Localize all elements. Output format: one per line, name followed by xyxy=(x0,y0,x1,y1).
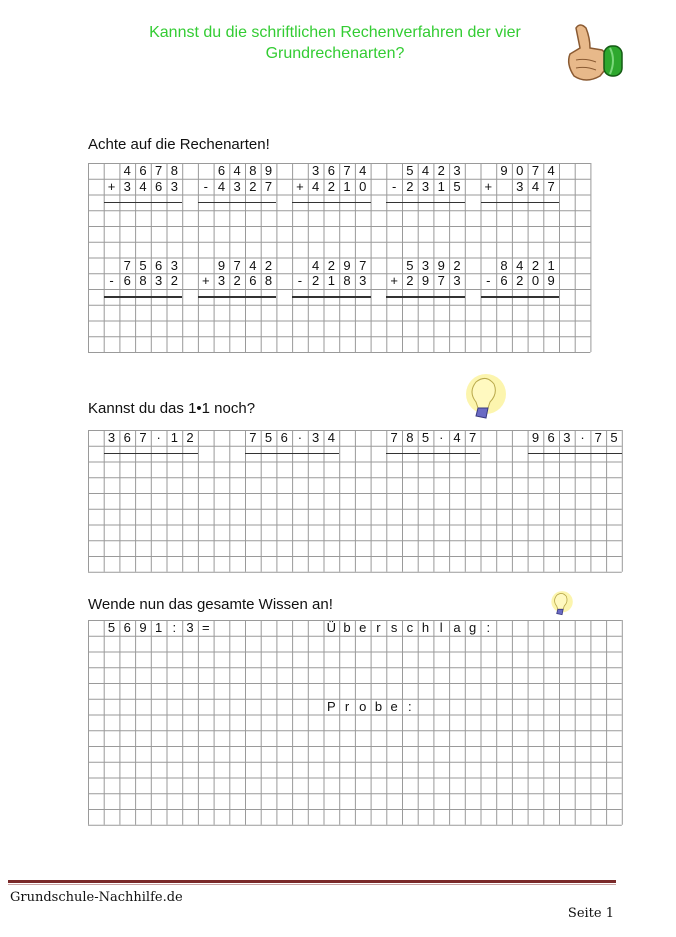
operator: + xyxy=(107,178,116,194)
digit-top: 4 xyxy=(516,257,524,273)
estimate-label-char: b xyxy=(343,620,351,635)
check-label-char: o xyxy=(359,698,367,714)
digit-top: 7 xyxy=(531,163,540,178)
check-label-char: P xyxy=(327,698,336,714)
estimate-label-char: s xyxy=(390,620,398,635)
digit: 8 xyxy=(406,430,414,445)
estimate-label-char: c xyxy=(406,620,414,635)
result-underline xyxy=(104,296,183,298)
digit: 6 xyxy=(547,430,555,445)
digit-top: 1 xyxy=(547,257,555,273)
digit-bottom: 7 xyxy=(547,178,555,194)
grid-section-2 xyxy=(88,430,624,575)
operator: · xyxy=(580,430,585,445)
digit-bottom: 2 xyxy=(312,273,320,289)
digit-bottom: 2 xyxy=(406,273,414,289)
digit-top: 8 xyxy=(170,163,178,178)
digit: 5 xyxy=(610,430,618,445)
digit: 7 xyxy=(390,430,398,445)
digit-top: 4 xyxy=(233,163,241,178)
operator: + xyxy=(296,178,304,194)
digit: 6 xyxy=(280,430,288,445)
digit-bottom: 3 xyxy=(516,178,524,194)
digit: 1 xyxy=(170,430,178,445)
digit: 6 xyxy=(123,430,131,445)
result-underline xyxy=(481,296,560,298)
operator: - xyxy=(391,178,397,194)
result-underline xyxy=(386,296,465,298)
digit-top: 4 xyxy=(547,163,555,178)
thumbs-up-icon xyxy=(556,20,628,86)
digit-bottom: 0 xyxy=(531,273,540,289)
check-label-char: b xyxy=(374,698,383,714)
digit-bottom: 7 xyxy=(437,273,445,289)
check-label-char: : xyxy=(408,698,412,714)
operator: + xyxy=(201,273,210,289)
digit: 3 xyxy=(107,430,116,445)
estimate-label-char: h xyxy=(421,620,430,635)
digit-bottom: 6 xyxy=(249,273,257,289)
estimate-label-char: l xyxy=(439,620,443,635)
digit-bottom: 4 xyxy=(217,178,226,194)
digit: 7 xyxy=(249,430,257,445)
operator: - xyxy=(297,273,303,289)
digit-top: 4 xyxy=(312,257,320,273)
digit: 5 xyxy=(264,430,273,445)
digit-bottom: 3 xyxy=(453,273,461,289)
digit: 5 xyxy=(421,430,430,445)
digit-bottom: 9 xyxy=(547,273,555,289)
digit-bottom: 3 xyxy=(359,273,367,289)
digit-bottom: 3 xyxy=(233,178,241,194)
estimate-label-char: g xyxy=(469,620,477,635)
estimate-label-char: r xyxy=(376,620,381,635)
check-label-char: e xyxy=(390,698,398,714)
footer-rule xyxy=(8,880,616,883)
operator: - xyxy=(486,273,491,289)
result-underline xyxy=(386,453,480,455)
digit-top: 9 xyxy=(343,257,351,273)
digit-bottom: 3 xyxy=(170,178,178,194)
check-label-char: r xyxy=(344,698,350,714)
result-underline xyxy=(292,296,371,298)
digit-top: 4 xyxy=(359,163,367,178)
digit-top: 2 xyxy=(327,257,335,273)
result-underline xyxy=(292,202,371,204)
digit-bottom: 1 xyxy=(343,178,351,194)
digit-bottom: 3 xyxy=(421,178,430,194)
task-char: 6 xyxy=(123,620,131,635)
title-line-2: Grundrechenarten? xyxy=(265,45,405,62)
digit-top: 3 xyxy=(312,163,320,178)
digit: 3 xyxy=(563,430,571,445)
task-char: 5 xyxy=(107,620,116,635)
digit-top: 6 xyxy=(327,163,335,178)
digit-top: 9 xyxy=(217,257,226,273)
digit-bottom: 6 xyxy=(500,273,508,289)
digit-bottom: 3 xyxy=(123,178,131,194)
digit-bottom: 6 xyxy=(155,178,163,194)
digit-top: 7 xyxy=(123,257,131,273)
result-underline xyxy=(245,453,339,455)
digit: 7 xyxy=(469,430,477,445)
footer-rule-thin xyxy=(8,884,616,885)
digit-bottom: 1 xyxy=(327,273,335,289)
digit-bottom: 3 xyxy=(155,273,163,289)
digit-bottom: 2 xyxy=(516,273,524,289)
estimate-label-char: e xyxy=(359,620,367,635)
digit-top: 2 xyxy=(453,257,461,273)
estimate-label-char: a xyxy=(453,620,461,635)
operator: · xyxy=(439,430,444,445)
digit-bottom: 8 xyxy=(343,273,351,289)
digit-bottom: 9 xyxy=(421,273,430,289)
digit: 3 xyxy=(312,430,320,445)
digit-bottom: 3 xyxy=(217,273,226,289)
grid-section-3 xyxy=(88,620,624,827)
digit-top: 7 xyxy=(233,257,241,273)
digit-top: 9 xyxy=(500,163,508,178)
digit: 4 xyxy=(327,430,335,445)
digit-top: 3 xyxy=(170,257,178,273)
operator: · xyxy=(297,430,303,445)
result-underline xyxy=(198,202,277,204)
operator: + xyxy=(484,178,493,194)
digit-top: 0 xyxy=(516,163,524,178)
digit-bottom: 2 xyxy=(170,273,178,289)
digit-bottom: 2 xyxy=(233,273,241,289)
digit-top: 2 xyxy=(264,257,273,273)
digit-top: 5 xyxy=(406,163,414,178)
digit-top: 7 xyxy=(343,163,351,178)
digit-top: 2 xyxy=(437,163,445,178)
digit-top: 3 xyxy=(421,257,430,273)
lightbulb-icon xyxy=(456,372,512,428)
title-line-1: Kannst du die schriftlichen Rechenverfahren der vier xyxy=(149,24,521,41)
digit-top: 5 xyxy=(139,257,147,273)
estimate-label-char: Ü xyxy=(326,620,337,635)
digit: 9 xyxy=(531,430,540,445)
operator: + xyxy=(390,273,398,289)
task-char: 1 xyxy=(155,620,163,635)
digit-bottom: 7 xyxy=(264,178,273,194)
digit-bottom: 4 xyxy=(312,178,320,194)
digit-top: 7 xyxy=(155,163,163,178)
digit: 7 xyxy=(139,430,147,445)
digit-top: 8 xyxy=(249,163,257,178)
digit-top: 6 xyxy=(217,163,226,178)
digit: 4 xyxy=(453,430,461,445)
task-char: 9 xyxy=(139,620,147,635)
footer-site: Grundschule-Nachhilfe.de xyxy=(10,890,183,905)
result-underline xyxy=(198,296,277,298)
digit: 2 xyxy=(186,430,194,445)
digit-bottom: 4 xyxy=(139,178,147,194)
digit-bottom: 6 xyxy=(123,273,131,289)
digit-top: 6 xyxy=(155,257,163,273)
result-underline xyxy=(104,202,183,204)
task-char: 3 xyxy=(186,620,194,635)
digit-top: 3 xyxy=(453,163,461,178)
page-number: Seite 1 xyxy=(567,906,614,921)
result-underline xyxy=(104,453,198,455)
digit-bottom: 1 xyxy=(437,178,445,194)
digit-bottom: 8 xyxy=(139,273,147,289)
section-3-heading: Wende nun das gesamte Wissen an! xyxy=(88,596,333,613)
operator: - xyxy=(203,178,208,194)
result-underline xyxy=(386,202,465,204)
worksheet-title xyxy=(100,22,570,64)
digit-bottom: 8 xyxy=(264,273,273,289)
section-2-heading: Kannst du das 1•1 noch? xyxy=(88,400,256,417)
digit-top: 2 xyxy=(531,257,540,273)
digit-bottom: 2 xyxy=(327,178,335,194)
operator: · xyxy=(156,430,161,445)
operator: - xyxy=(109,273,114,289)
digit-bottom: 2 xyxy=(249,178,257,194)
digit: 7 xyxy=(594,430,602,445)
lightbulb-icon xyxy=(546,590,576,620)
digit-bottom: 2 xyxy=(406,178,414,194)
digit-top: 5 xyxy=(406,257,414,273)
digit-top: 9 xyxy=(437,257,445,273)
section-1-heading: Achte auf die Rechenarten! xyxy=(88,136,270,153)
digit-bottom: 4 xyxy=(531,178,540,194)
digit-top: 8 xyxy=(500,257,508,273)
result-underline xyxy=(481,202,560,204)
digit-top: 9 xyxy=(264,163,273,178)
digit-bottom: 5 xyxy=(453,178,461,194)
estimate-label-char: : xyxy=(486,620,491,635)
digit-top: 6 xyxy=(139,163,147,178)
digit-top: 4 xyxy=(421,163,430,178)
digit-bottom: 0 xyxy=(359,178,367,194)
result-underline xyxy=(528,453,622,455)
digit-top: 4 xyxy=(123,163,131,178)
digit-top: 4 xyxy=(249,257,257,273)
task-char: = xyxy=(201,620,210,635)
task-char: : xyxy=(172,620,177,635)
digit-top: 7 xyxy=(359,257,367,273)
